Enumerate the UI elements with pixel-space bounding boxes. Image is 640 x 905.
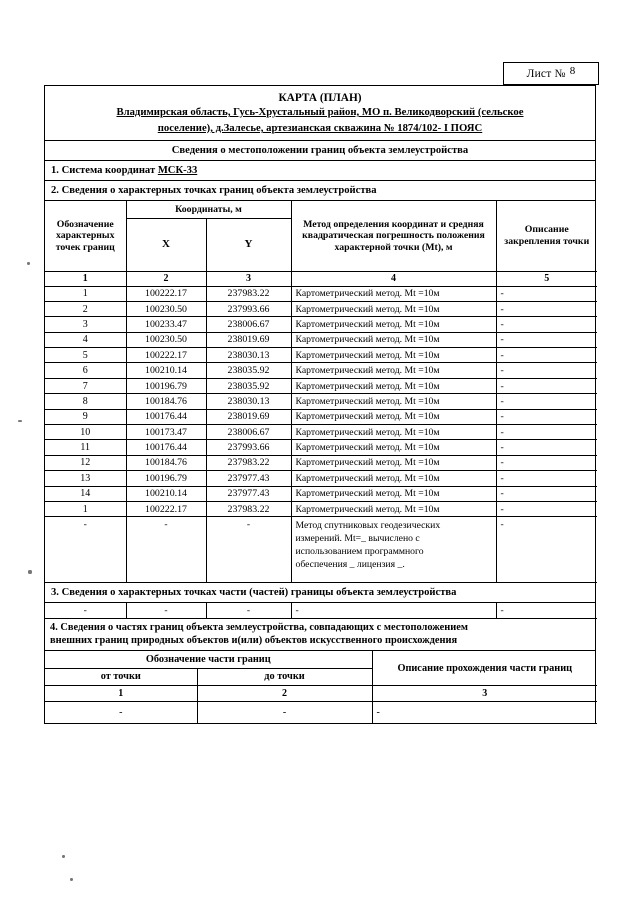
subject-line-2: поселение), д.Залесье, артезианская скважина № 1874/102- I ПОЯС: [157, 122, 483, 134]
point-number: 4: [45, 332, 126, 347]
sat-method-line-1: Метод спутниковых геодезических: [295, 520, 441, 532]
coordinate-x: 100210.14: [126, 486, 206, 501]
table-row: [45, 348, 597, 363]
header-part-group: Обозначение части границ: [45, 651, 372, 668]
coordinate-x: 100230.50: [126, 332, 206, 347]
table-row: [45, 363, 597, 378]
header-point-designation: Обозначение характерных точек границ: [45, 201, 126, 271]
method-text: Картометрический метод. Мt =10м: [291, 332, 496, 347]
colnum-1: 1: [45, 271, 126, 286]
point-number: 7: [45, 378, 126, 393]
method-text: Картометрический метод. Мt =10м: [291, 378, 496, 393]
satellite-method-row: [45, 517, 597, 583]
coordinate-y: 237993.66: [206, 301, 291, 316]
coordinate-y: 237993.66: [206, 440, 291, 455]
coordinate-y: 238006.67: [206, 317, 291, 332]
coordinate-x: 100230.50: [126, 301, 206, 316]
section-4-heading: [45, 619, 595, 651]
point-number: 9: [45, 409, 126, 424]
table-row: [45, 332, 597, 347]
colnum-4: 4: [291, 271, 496, 286]
description: -: [496, 471, 597, 486]
method-text: Картометрический метод. Мt =10м: [291, 425, 496, 440]
method-text: Картометрический метод. Мt =10м: [291, 348, 496, 363]
coordinate-x: 100173.47: [126, 425, 206, 440]
coordinate-y: 237977.43: [206, 471, 291, 486]
header-from-point: от точки: [45, 668, 197, 685]
coordinate-x: 100222.17: [126, 501, 206, 516]
method-text: Картометрический метод. Мt =10м: [291, 301, 496, 316]
scan-speck: [62, 855, 65, 858]
coordinate-y: 237977.43: [206, 486, 291, 501]
description: -: [496, 363, 597, 378]
description: -: [496, 317, 597, 332]
coordinate-x: 100196.79: [126, 378, 206, 393]
sheet-number-box: [503, 62, 599, 85]
sat-desc: -: [496, 517, 597, 583]
s4-colnum-1: 1: [45, 685, 197, 701]
coordinate-y: 238035.92: [206, 378, 291, 393]
section-1-coordinate-system: [45, 161, 595, 181]
column-number-row: [45, 271, 597, 286]
scan-speck: [70, 878, 73, 881]
sat-method-line-3: использованием программного: [295, 546, 424, 558]
description: -: [496, 425, 597, 440]
section-4-blank-row: [45, 701, 597, 723]
section-1-label: 1. Система координат: [51, 165, 156, 176]
description: -: [496, 286, 597, 301]
header-to-point: до точки: [197, 668, 372, 685]
section-3-heading: 3. Сведения о характерных точках части (частей) границы объекта землеустройства: [45, 583, 595, 603]
coordinate-x: 100210.14: [126, 363, 206, 378]
subject-line-1: Владимирская область, Гусь-Хрустальный район, МО п. Великодворский (сельское: [116, 106, 524, 118]
coordinate-x: 100176.44: [126, 409, 206, 424]
table-row: [45, 378, 597, 393]
section-4-heading-line-2: внешних границ природных объектов и(или) объектов искусственного происхождения: [50, 635, 458, 647]
description: -: [496, 301, 597, 316]
table-row: [45, 440, 597, 455]
table-row: [45, 471, 597, 486]
section-4-column-number-row: [45, 685, 597, 701]
table-row: [45, 501, 597, 516]
sheet-label: Лист №: [526, 67, 566, 80]
description: -: [496, 348, 597, 363]
method-text: Картометрический метод. Мt =10м: [291, 501, 496, 516]
point-number: 5: [45, 348, 126, 363]
description: -: [496, 440, 597, 455]
colnum-5: 5: [496, 271, 597, 286]
colnum-2: 2: [126, 271, 206, 286]
method-text: Картометрический метод. Мt =10м: [291, 471, 496, 486]
section-3-blank-row: [45, 603, 597, 618]
point-number: 3: [45, 317, 126, 332]
sheet-number: 8: [569, 64, 576, 77]
method-text: Картометрический метод. Мt =10м: [291, 440, 496, 455]
coordinate-y: 238019.69: [206, 409, 291, 424]
document-frame: [44, 85, 596, 724]
document-title: КАРТА (ПЛАН): [278, 92, 362, 104]
s3-cell-4: -: [291, 603, 496, 618]
coordinate-y: 237983.22: [206, 286, 291, 301]
point-number: 13: [45, 471, 126, 486]
sat-point: -: [45, 517, 126, 583]
table-row: [45, 486, 597, 501]
table-row: [45, 286, 597, 301]
section-3-table: [45, 603, 597, 619]
point-number: 6: [45, 363, 126, 378]
coordinate-y: 238035.92: [206, 363, 291, 378]
point-number: 10: [45, 425, 126, 440]
point-number: 1: [45, 286, 126, 301]
table-row: [45, 409, 597, 424]
point-number: 11: [45, 440, 126, 455]
table-row: [45, 455, 597, 470]
point-number: 8: [45, 394, 126, 409]
header-coordinates-group: Координаты, м: [126, 201, 291, 218]
title-block: [45, 86, 595, 141]
header-method: Метод определения координат и средняя квадратическая погрешность положения характерной точки (Мt), м: [291, 201, 496, 271]
s3-cell-1: -: [45, 603, 126, 618]
method-text: Картометрический метод. Мt =10м: [291, 455, 496, 470]
s3-cell-5: -: [496, 603, 597, 618]
s4-colnum-3: 3: [372, 685, 597, 701]
method-text: Картометрический метод. Мt =10м: [291, 409, 496, 424]
table-row: [45, 317, 597, 332]
scan-speck: [18, 420, 22, 422]
method-text: Картометрический метод. Мt =10м: [291, 317, 496, 332]
header-part-description: Описание прохождения части границ: [372, 651, 597, 685]
s4-cell-1: -: [45, 701, 197, 723]
coordinate-y: 237983.22: [206, 501, 291, 516]
section-4-table: [45, 651, 597, 724]
s3-cell-2: -: [126, 603, 206, 618]
scan-speck: [28, 570, 32, 574]
method-text: Картометрический метод. Мt =10м: [291, 394, 496, 409]
description: -: [496, 378, 597, 393]
table-row: [45, 301, 597, 316]
table-row: [45, 394, 597, 409]
characteristic-points-table: [45, 201, 597, 583]
coordinate-y: 238006.67: [206, 425, 291, 440]
point-number: 1: [45, 501, 126, 516]
header-description: Описание закрепления точки: [496, 201, 597, 271]
coordinate-x: 100233.47: [126, 317, 206, 332]
s4-cell-3: -: [372, 701, 597, 723]
sat-method-line-4: обеспечения _ лицензия _.: [295, 559, 405, 571]
coordinate-y: 238030.13: [206, 348, 291, 363]
table-row: [45, 425, 597, 440]
s4-cell-2: -: [197, 701, 372, 723]
coordinate-x: 100222.17: [126, 286, 206, 301]
sat-method: [291, 517, 496, 583]
coordinate-y: 237983.22: [206, 455, 291, 470]
point-number: 14: [45, 486, 126, 501]
coordinate-system-value: МСК-33: [157, 165, 198, 176]
coordinate-y: 238019.69: [206, 332, 291, 347]
header-y: Y: [206, 218, 291, 271]
point-number: 2: [45, 301, 126, 316]
section-4-heading-line-1: 4. Сведения о частях границ объекта землеустройства, совпадающих с местоположением: [50, 622, 468, 634]
location-band: Сведения о местоположении границ объекта землеустройства: [45, 141, 595, 161]
header-x: X: [126, 218, 206, 271]
coordinate-x: 100184.76: [126, 455, 206, 470]
section-2-heading: 2. Сведения о характерных точках границ объекта землеустройства: [45, 181, 595, 201]
sat-method-line-2: измерений. Мt=_ вычислено с: [295, 533, 420, 545]
coordinate-x: 100184.76: [126, 394, 206, 409]
method-text: Картометрический метод. Мt =10м: [291, 286, 496, 301]
sat-x: -: [126, 517, 206, 583]
coordinate-x: 100176.44: [126, 440, 206, 455]
sat-y: -: [206, 517, 291, 583]
description: -: [496, 394, 597, 409]
method-text: Картометрический метод. Мt =10м: [291, 486, 496, 501]
description: -: [496, 409, 597, 424]
description: -: [496, 455, 597, 470]
s3-cell-3: -: [206, 603, 291, 618]
coordinate-x: 100222.17: [126, 348, 206, 363]
method-text: Картометрический метод. Мt =10м: [291, 363, 496, 378]
points-table-body: [45, 286, 597, 517]
coordinate-y: 238030.13: [206, 394, 291, 409]
s4-colnum-2: 2: [197, 685, 372, 701]
description: -: [496, 501, 597, 516]
description: -: [496, 486, 597, 501]
description: -: [496, 332, 597, 347]
scan-speck: [27, 262, 30, 265]
point-number: 12: [45, 455, 126, 470]
colnum-3: 3: [206, 271, 291, 286]
coordinate-x: 100196.79: [126, 471, 206, 486]
